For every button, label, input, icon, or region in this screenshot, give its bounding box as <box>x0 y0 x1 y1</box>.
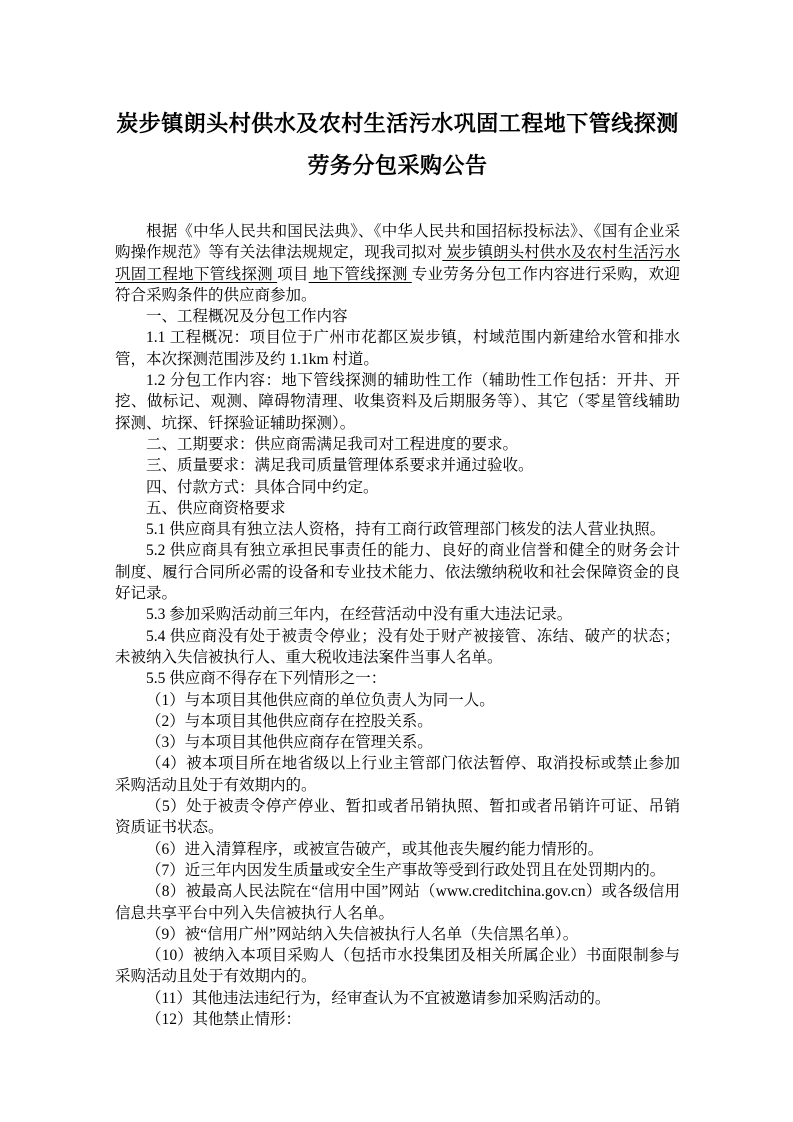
intro-text-pre: 根据《中华人民共和国民法典》、《中华人民共和国招标投标法》、《国有企业采购操作规范》等有关法律法规规定，现我司拟对 <box>115 223 680 262</box>
section-3-heading: 三、质量要求：满足我司质量管理体系要求并通过验收。 <box>146 457 534 475</box>
document-title <box>115 104 680 188</box>
title-line-1: 炭步镇朗头村供水及农村生活污水巩固工程地下管线探测 <box>116 112 679 137</box>
section-4-heading: 四、付款方式：具体合同中约定。 <box>146 478 379 496</box>
intro-text-mid: 项目 <box>277 265 309 283</box>
clause-5-1: 5.1 供应商具有独立法人资格，持有工商行政管理部门核发的法人营业执照。 <box>146 521 666 539</box>
item-5: （5）处于被责令停产停业、暂扣或者吊销执照、暂扣或者吊销许可证、吊销资质证书状态。 <box>115 798 680 837</box>
work-content-underlined: 地下管线探测 <box>308 265 412 283</box>
title-line-2: 劳务分包采购公告 <box>307 154 488 179</box>
clause-5-2: 5.2 供应商具有独立承担民事责任的能力、良好的商业信誉和健全的财务会计制度、履行合同所必需的设备和专业技术能力、依法缴纳税收和社会保障资金的良好记录。 <box>115 542 680 603</box>
item-8: （8）被最高人民法院在“信用中国”网站（www.creditchina.gov.cn）或各级信用信息共享平台中列入失信被执行人名单。 <box>115 883 680 922</box>
item-7: （7）近三年内因发生质量或安全生产事故等受到行政处罚且在处罚期内的。 <box>146 861 666 879</box>
item-9: （9）被“信用广州”网站纳入失信被执行人名单（失信黑名单）。 <box>146 925 579 943</box>
item-3: （3）与本项目其他供应商存在管理关系。 <box>146 734 433 752</box>
intro-text-post: 专业劳务分包工作内容进行采购，欢迎符合采购条件的供应商参加。 <box>115 265 680 304</box>
item-1: （1）与本项目其他供应商的单位负责人为同一人。 <box>146 691 495 709</box>
item-4: （4）被本项目所在地省级以上行业主管部门依法暂停、取消投标或禁止参加采购活动且处于有效期内的。 <box>115 755 680 794</box>
clause-5-5: 5.5 供应商不得存在下列情形之一： <box>146 670 387 688</box>
section-2-heading: 二、工期要求：供应商需满足我司对工程进度的要求。 <box>146 435 519 453</box>
item-12: （12）其他禁止情形： <box>146 1010 302 1028</box>
project-name-underlined: 炭步镇朗头村供水及农村生活污水巩固工程地下管线探测 <box>115 244 680 283</box>
clause-5-4: 5.4 供应商没有处于被责令停业；没有处于财产被接管、冻结、破产的状态；未被纳入失信被执行人、重大税收违法案件当事人名单。 <box>115 627 680 666</box>
item-10: （10）被纳入本项目采购人（包括市水投集团及相关所属企业）书面限制参与采购活动且处于有效期内的。 <box>115 947 680 986</box>
document-body <box>115 221 680 1030</box>
clause-1-1: 1.1 工程概况：项目位于广州市花都区炭步镇，村域范围内新建给水管和排水管，本次探测范围涉及约 1.1km 村道。 <box>115 329 680 368</box>
item-6: （6）进入清算程序，或被宣告破产，或其他丧失履约能力情形的。 <box>146 840 604 858</box>
item-11: （11）其他违法违纪行为，经审查认为不宜被邀请参加采购活动的。 <box>146 989 611 1007</box>
intro-paragraph <box>115 221 680 306</box>
section-5-heading: 五、供应商资格要求 <box>146 499 286 517</box>
item-2: （2）与本项目其他供应商存在控股关系。 <box>146 712 433 730</box>
clause-5-3: 5.3 参加采购活动前三年内，在经营活动中没有重大违法记录。 <box>146 606 573 624</box>
clause-1-2: 1.2 分包工作内容：地下管线探测的辅助性工作（辅助性工作包括：开井、开挖、做标记、观测、障碍物清理、收集资料及后期服务等）、其它（零星管线辅助探测、坑探、钎探验证辅助探测）。 <box>115 372 680 432</box>
section-1-heading: 一、工程概况及分包工作内容 <box>146 308 348 326</box>
